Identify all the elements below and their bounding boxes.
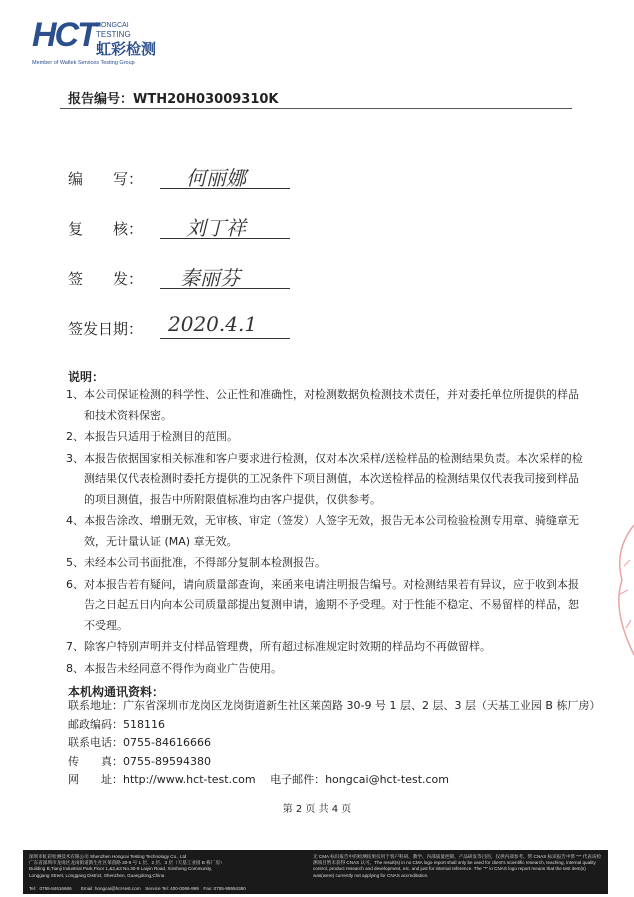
logo-testing: TESTING [96, 30, 131, 39]
note-item [66, 449, 586, 511]
notes-title: 说明： [68, 370, 105, 384]
logo-chinese-name: 虹彩检测 [96, 40, 157, 58]
issue-date-label: 签发日期： [68, 320, 144, 338]
footer-line: 广东省深圳市龙岗区龙岗街道新生社区莱茵路 30-9 号 1 层、2 层、3 层（天基工业园 B 栋厂房） [29, 860, 225, 866]
note-text: 对本报告若有疑问，请向质量部查询，来函来电请注明报告编号。对检测结果若有异议，应于收到本报告之日起五日内向本公司质量部提出复测申请，逾期不予受理。对于性能不稳定、不易留样的样品，恕不受理。 [84, 577, 579, 632]
footer-company-info [29, 854, 299, 879]
note-number: 3、 [66, 451, 84, 465]
company-logo [32, 16, 182, 70]
approved-by-label: 签 发： [68, 270, 144, 288]
note-text: 本公司保证检测的科学性、公正性和准确性，对检测数据负检测技术责任，并对委托单位所提供的样品和技术资料保密。 [84, 388, 579, 422]
contact-block [68, 697, 601, 790]
contact-postcode: 邮政编码：518116 [68, 717, 165, 731]
footer-line: Building B,Tianji Industrial Park,Floor 1,&2,&3 No.30-9 Laiyin Road, Xinsheng Community, [29, 866, 213, 872]
contact-title: 本机构通讯资料： [68, 685, 165, 699]
note-item [66, 553, 586, 574]
note-text: 本报告依据国家相关标准和客户要求进行检测，仅对本次采样/送检样品的检测结果负责。本次采样的检测结果仅代表检测时委托方提供的工况条件下项目测值，本次送检样品的检测结果仅代表我司接到样品的项目测值，报告中所附限值标准均由客户提供，仅供参考。 [84, 451, 583, 506]
issue-date-line [160, 338, 290, 339]
page-number: 第 2 页 共 4 页 [282, 804, 352, 815]
reviewed-by-signature: 刘丁祥 [186, 216, 246, 240]
compiled-by-signature: 何丽娜 [186, 166, 246, 190]
footer-line: Longgang Street, Longgang District, Shenzhen, Guangdong,China [29, 872, 165, 878]
logo-hongcai: HONGCAI [96, 22, 129, 29]
footer-contact-line: Tel：0755-84616666 Email: hongcai@hct-test.com Service Tel: 400-0066-999 Fax: 0755-89594380 [29, 886, 246, 891]
header-divider [60, 108, 572, 109]
note-text: 本报告涂改、增删无效，无审核、审定（签发）人签字无效，报告无本公司检验检测专用章、骑缝章无效，无计量认证 (MA) 章无效。 [84, 514, 579, 548]
note-text: 未经本公司书面批准，不得部分复制本检测报告。 [84, 556, 326, 569]
footer-disclaimer: 无 CMA 标识报告中的检测结果仅用于客户科研、教学、内部质量控制、产品研发等目的，仅供内部参考。带 CNAS 标识报告中带 "*" 代表该检测项目暂未获得 CNAS 认可。The result(s) in no CMA logo report shall only be used for client's scientific research, teaching, internal quality control, product research and development, etc. and just for internal reference. The "*" in CNAS logo report means that the test item(s) was(were) currently not applying for CNAS accreditation. [313, 854, 602, 878]
note-number: 7、 [66, 640, 84, 653]
note-item [66, 427, 586, 448]
note-number: 6、 [66, 577, 84, 591]
logo-member-line: Member of Waltek Services Testing Group [32, 60, 135, 66]
notes-list [66, 385, 586, 680]
note-number: 1、 [66, 388, 84, 401]
note-number: 4、 [66, 514, 84, 527]
note-item [66, 385, 586, 426]
note-text: 本报告未经同意不得作为商业广告使用。 [84, 661, 282, 675]
note-text: 本报告只适用于检测目的范围。 [84, 430, 238, 443]
note-item [66, 659, 586, 680]
approved-by-signature: 秦丽芬 [180, 266, 240, 290]
note-number: 2、 [66, 430, 84, 443]
note-number: 5、 [66, 556, 84, 569]
contact-fax: 传 真：0755-89594380 [68, 754, 211, 768]
contact-address: 联系地址：广东省深圳市龙岗区龙岗街道新生社区莱茵路 30-9 号 1 层、2 层、3 层（天基工业园 B 栋厂房） [68, 699, 601, 712]
issue-date-value: 2020.4.1 [168, 312, 258, 336]
note-item [66, 511, 586, 552]
note-text: 除客户特别声明并支付样品管理费，所有超过标准规定时效期的样品均不再做留样。 [84, 640, 491, 653]
note-number: 8、 [66, 661, 84, 675]
footer-bar [23, 850, 608, 894]
seal-fragment-icon [604, 520, 634, 660]
compiled-by-label: 编 写： [68, 170, 144, 188]
footer-line: 深圳市虹彩检测技术有限公司 Shenzhen Hongcai Testing Technology Co., Ltd [29, 854, 187, 859]
logo-mark: HCT [32, 16, 96, 54]
note-item [66, 575, 586, 637]
note-item [66, 637, 586, 658]
contact-web: 网 址：http://www.hct-test.com 电子邮件：hongcai@hct-test.com [68, 773, 450, 786]
reviewed-by-label: 复 核： [68, 220, 144, 238]
contact-phone: 联系电话：0755-84616666 [68, 736, 211, 749]
report-number: 报告编号：WTH20H03009310K [68, 92, 279, 107]
